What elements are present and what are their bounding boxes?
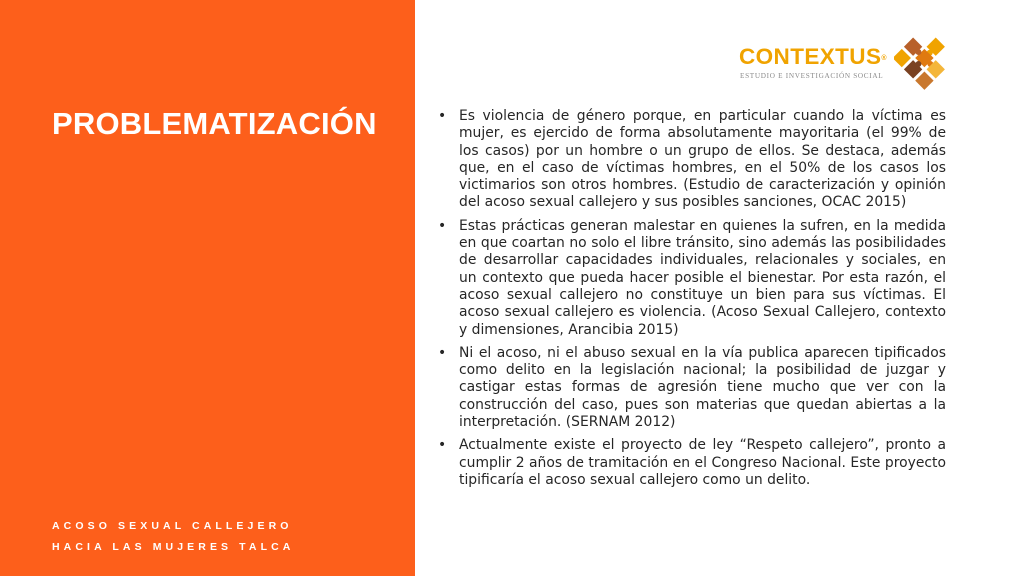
footer	[52, 516, 294, 558]
logo-tagline: ESTUDIO E INVESTIGACIÓN SOCIAL	[740, 72, 884, 80]
bullet-item	[438, 218, 946, 339]
footer-line-2: HACIA LAS MUJERES TALCA	[52, 541, 295, 553]
left-panel	[0, 0, 415, 576]
logo-registered-mark: ®	[881, 55, 887, 62]
bullet-text: Es violencia de género porque, en particular cuando la víctima es mujer, es ejercido de forma absolutamente mayoritaria (el 99% de los casos) por un hombre o un grupo de ellos. Se destaca, además que, en el caso de víctimas hombres, en el 50% de los casos los victimarios son otros hombres. (Estudio de caracterización y opinión del acoso sexual callejero y sus posibles sanciones, OCAC 2015)	[459, 108, 946, 211]
bullet-marker: •	[438, 437, 447, 454]
bullet-text: Estas prácticas generan malestar en quienes la sufren, en la medida en que coartan no solo el libre tránsito, sino además las posibilidades de desarrollar capacidades individuales, relacionales y sociales, en un contexto que pueda hacer posible el bienestar. Por esta razón, el acoso sexual callejero no constituye un bien para sus víctimas. El acoso sexual callejero es violencia. (Acoso Sexual Callejero, contexto y dimensiones, Arancibia 2015)	[459, 217, 946, 338]
footer-line-1: ACOSO SEXUAL CALLEJERO	[52, 520, 293, 532]
bullet-marker: •	[438, 217, 447, 234]
bullet-list	[438, 108, 946, 495]
logo-name: CONTEXTUS	[739, 44, 882, 69]
bullet-item	[438, 345, 946, 431]
slide-title: PROBLEMATIZACIÓN	[52, 106, 377, 141]
bullet-text: Actualmente existe el proyecto de ley “Respeto callejero”, pronto a cumplir 2 años de tramitación en el Congreso Nacional. Este proyecto tipificaría el acoso sexual callejero como un delito.	[459, 437, 946, 488]
contextus-logo	[739, 34, 954, 94]
bullet-text: Ni el acoso, ni el abuso sexual en la vía publica aparecen tipificados como delito en la legislación nacional; la posibilidad de juzgar y castigar estas formas de agresión tiene mucho que ver con la construcción del caso, pues son materias que quedan abiertas a la interpretación. (SERNAM 2012)	[459, 344, 946, 431]
logo-wordmark	[739, 45, 887, 69]
bullet-marker: •	[438, 344, 447, 361]
bullet-marker: •	[438, 108, 447, 124]
bullet-item	[438, 437, 946, 489]
puzzle-pieces-icon	[894, 34, 952, 92]
bullet-item	[438, 108, 946, 212]
